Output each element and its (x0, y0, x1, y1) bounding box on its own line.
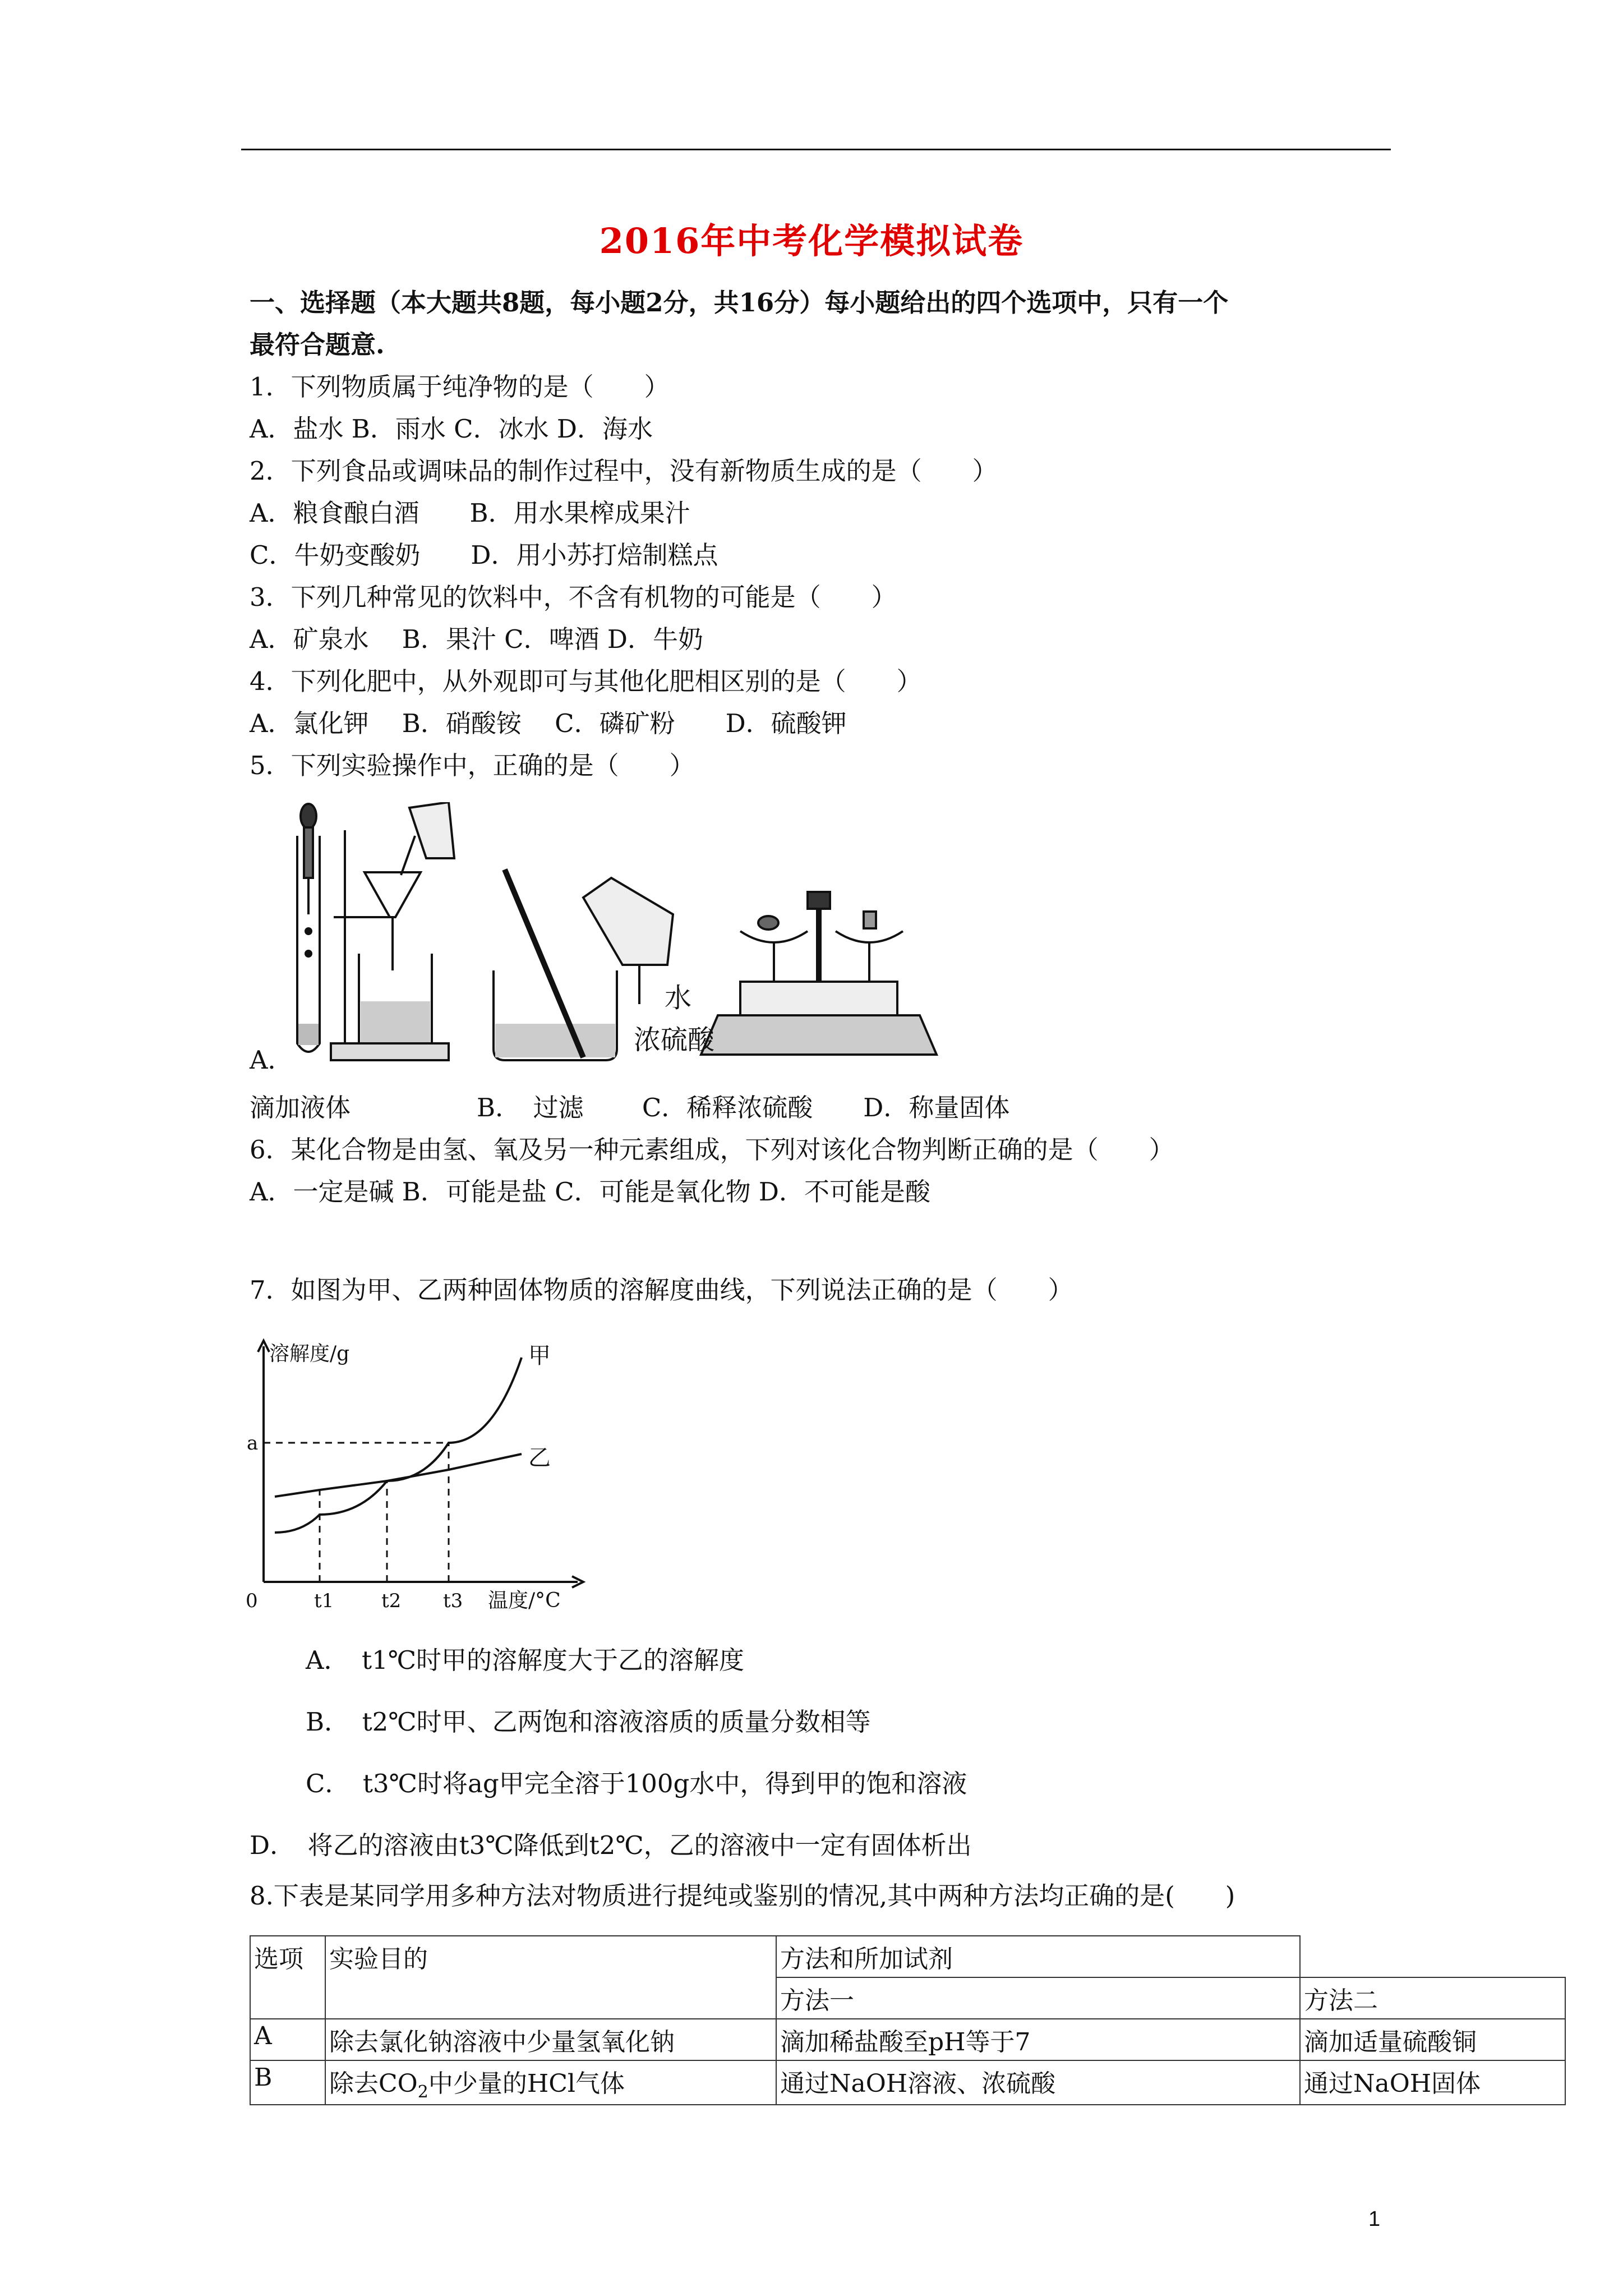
table-cell-method2: 滴加适量硫酸铜 (1300, 2019, 1565, 2060)
solubility-chart (241, 1329, 606, 1621)
table-header-method1: 方法一 (776, 1977, 1300, 2019)
table-row (250, 1936, 1565, 1977)
q7-option-a: A． t1℃时甲的溶解度大于乙的溶解度 (306, 1645, 745, 1675)
table-cell-method2: 通过NaOH固体 (1300, 2060, 1565, 2105)
table-cell-option: A (250, 2019, 325, 2060)
q7-option-b: B． t2℃时甲、乙两饱和溶液溶质的质量分数相等 (306, 1707, 871, 1737)
section-heading-line2: 最符合题意. (250, 330, 385, 360)
table-cell-method1: 滴加稀盐酸至pH等于7 (776, 2019, 1300, 2060)
table-header-method: 方法和所加试剂 (776, 1936, 1300, 1977)
q3-stem: 3．下列几种常见的饮料中，不含有机物的可能是（ ） (250, 582, 897, 612)
dropper-test-tube-icon (297, 804, 320, 1052)
page-number: 1 (1368, 2207, 1381, 2231)
q1-stem: 1．下列物质属于纯净物的是（ ） (250, 372, 670, 402)
q7-option-c: C． t3℃时将ag甲完全溶于100g水中，得到甲的饱和溶液 (306, 1769, 967, 1798)
q2-options-line2: C．牛奶变酸奶 D．用小苏打焙制糕点 (250, 540, 718, 570)
q6-options: A．一定是碱 B．可能是盐 C．可能是氧化物 D．不可能是酸 (250, 1177, 930, 1207)
x-tick-label: t3 (443, 1590, 463, 1612)
header-rule (241, 149, 1391, 150)
q8-stem: 8.下表是某同学用多种方法对物质进行提纯或鉴别的情况,其中两种方法均正确的是( ) (250, 1881, 1235, 1911)
x-axis-label: 温度/°C (488, 1589, 561, 1612)
q6-stem: 6．某化合物是由氢、氧及另一种元素组成，下列对该化合物判断正确的是（ ） (250, 1135, 1174, 1165)
table-cell-option: B (250, 2060, 325, 2105)
q1-options: A．盐水 B．雨水 C．冰水 D．海水 (250, 414, 653, 444)
series-label: 甲 (528, 1343, 551, 1369)
acid-label: 浓硫酸 (634, 1024, 715, 1056)
q8-table (250, 1935, 1566, 2105)
y-tick-label: a (247, 1432, 259, 1455)
table-header-method2: 方法二 (1300, 1977, 1565, 2019)
q7-stem: 7．如图为甲、乙两种固体物质的溶解度曲线，下列说法正确的是（ ） (250, 1275, 1073, 1305)
table-cell-method1: 通过NaOH溶液、浓硫酸 (776, 2060, 1300, 2105)
page-title: 2016年中考化学模拟试卷 (599, 220, 1024, 261)
table-header-blank (1300, 1936, 1565, 1977)
table-cell-purpose: 除去氯化钠溶液中少量氢氧化钠 (325, 2019, 776, 2060)
origin-label: 0 (246, 1590, 258, 1612)
section-heading-line1: 一、选择题（本大题共8题，每小题2分，共16分）每小题给出的四个选项中，只有一个 (250, 288, 1229, 318)
filtration-icon (331, 802, 454, 1060)
x-tick-label: t2 (381, 1590, 402, 1612)
lab-apparatus-figure (280, 802, 981, 1071)
table-header-option: 选项 (250, 1936, 325, 2019)
table-header-purpose: 实验目的 (325, 1936, 776, 2019)
series-line-yi (275, 1454, 522, 1497)
purpose-sub: 2 (417, 2082, 428, 2102)
y-axis-label: 溶解度/g (269, 1342, 350, 1365)
table-row (250, 2019, 1565, 2060)
series-label: 乙 (528, 1445, 551, 1471)
q4-options: A．氯化钾 B．硝酸铵 C．磷矿粉 D．硫酸钾 (250, 708, 847, 738)
q5-options: 滴加液体 B． 过滤 C．稀释浓硫酸 D．称量固体 (250, 1093, 1010, 1122)
table-cell-purpose (325, 2060, 776, 2105)
balance-icon (701, 892, 937, 1055)
table-row (250, 2060, 1565, 2105)
q5-option-a-marker: A． (250, 1045, 293, 1075)
x-tick-label: t1 (314, 1590, 334, 1612)
q3-options: A．矿泉水 B．果汁 C．啤酒 D．牛奶 (250, 624, 703, 654)
water-label: 水 (665, 982, 692, 1014)
q7-option-d: D． 将乙的溶液由t3℃降低到t2℃，乙的溶液中一定有固体析出 (250, 1830, 972, 1860)
q4-stem: 4．下列化肥中，从外观即可与其他化肥相区别的是（ ） (250, 666, 922, 696)
purpose-post: 中少量的HCl气体 (428, 2069, 625, 2098)
q5-stem: 5．下列实验操作中，正确的是（ ） (250, 751, 695, 780)
purpose-pre: 除去CO (329, 2069, 418, 2098)
series-line-jia (275, 1358, 522, 1533)
q2-options-line1: A．粮食酿白酒 B．用水果榨成果汁 (250, 498, 690, 528)
q2-stem: 2．下列食品或调味品的制作过程中，没有新物质生成的是（ ） (250, 456, 998, 486)
